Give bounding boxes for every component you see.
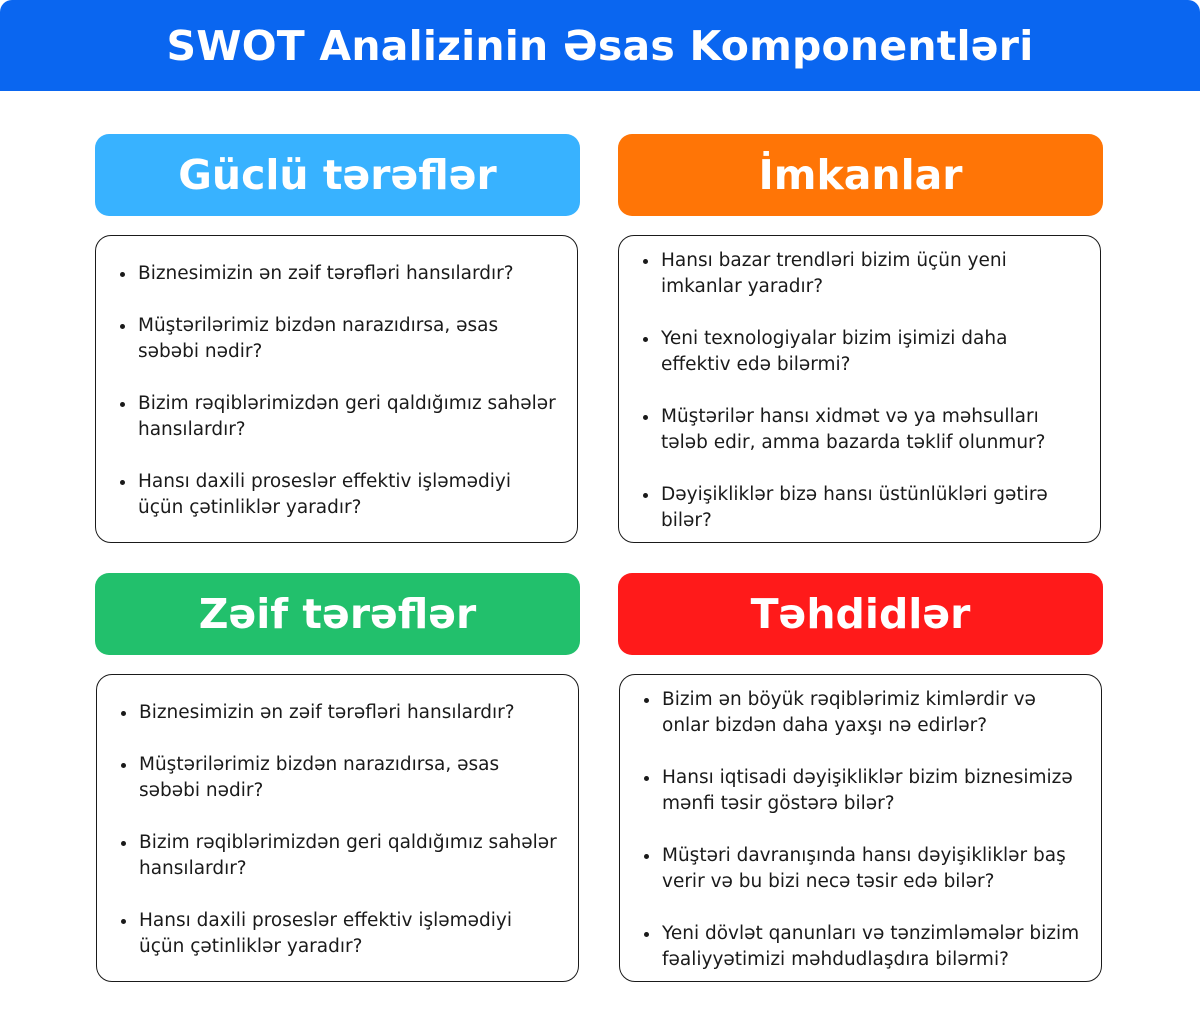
threats-box <box>619 674 1102 982</box>
opportunities-box <box>618 235 1101 543</box>
page-title: SWOT Analizinin Əsas Komponentləri <box>166 21 1034 70</box>
weaknesses-title: Zəif tərəflər <box>198 590 477 638</box>
weaknesses-box <box>96 674 579 982</box>
weaknesses-header <box>95 573 580 655</box>
opportunities-title: İmkanlar <box>758 151 963 199</box>
list-item: Hansı daxili proseslər effektiv işləmədiyi üçün çətinliklər yaradır? <box>139 908 560 960</box>
list-item: Müştərilərimiz bizdən narazıdırsa, əsas səbəbi nədir? <box>139 752 560 804</box>
threats-header <box>618 573 1103 655</box>
list-item: Dəyişikliklər bizə hansı üstünlükləri gətirə bilər? <box>661 482 1082 534</box>
list-item: Müştərilər hansı xidmət və ya məhsulları tələb edir, amma bazarda təklif olunmur? <box>661 404 1082 456</box>
list-item: Hansı iqtisadi dəyişikliklər bizim biznesimizə mənfi təsir göstərə bilər? <box>662 765 1083 817</box>
list-item: Biznesimizin ən zəif tərəfləri hansılardır? <box>139 700 560 726</box>
strengths-header <box>95 134 580 216</box>
list-item: Bizim rəqiblərimizdən geri qaldığımız sahələr hansılardır? <box>139 830 560 882</box>
list-item: Müştərilərimiz bizdən narazıdırsa, əsas səbəbi nədir? <box>138 313 559 365</box>
list-item: Hansı daxili proseslər effektiv işləmədiyi üçün çətinliklər yaradır? <box>138 469 559 521</box>
strengths-box <box>95 235 578 543</box>
list-item: Hansı bazar trendləri bizim üçün yeni imkanlar yaradır? <box>661 248 1082 300</box>
opportunities-header <box>618 134 1103 216</box>
list-item: Biznesimizin ən zəif tərəfləri hansılardır? <box>138 261 559 287</box>
list-item: Müştəri davranışında hansı dəyişikliklər baş verir və bu bizi necə təsir edə bilər? <box>662 843 1083 895</box>
list-item: Bizim ən böyük rəqiblərimiz kimlərdir və onlar bizdən daha yaxşı nə edirlər? <box>662 687 1083 739</box>
strengths-title: Güclü tərəflər <box>178 151 497 199</box>
list-item: Bizim rəqiblərimizdən geri qaldığımız sahələr hansılardır? <box>138 391 559 443</box>
list-item: Yeni texnologiyalar bizim işimizi daha effektiv edə bilərmi? <box>661 326 1082 378</box>
title-bar <box>0 0 1200 91</box>
threats-title: Təhdidlər <box>750 590 971 638</box>
list-item: Yeni dövlət qanunları və tənzimləmələr bizim fəaliyyətimizi məhdudlaşdıra bilərmi? <box>662 921 1083 973</box>
